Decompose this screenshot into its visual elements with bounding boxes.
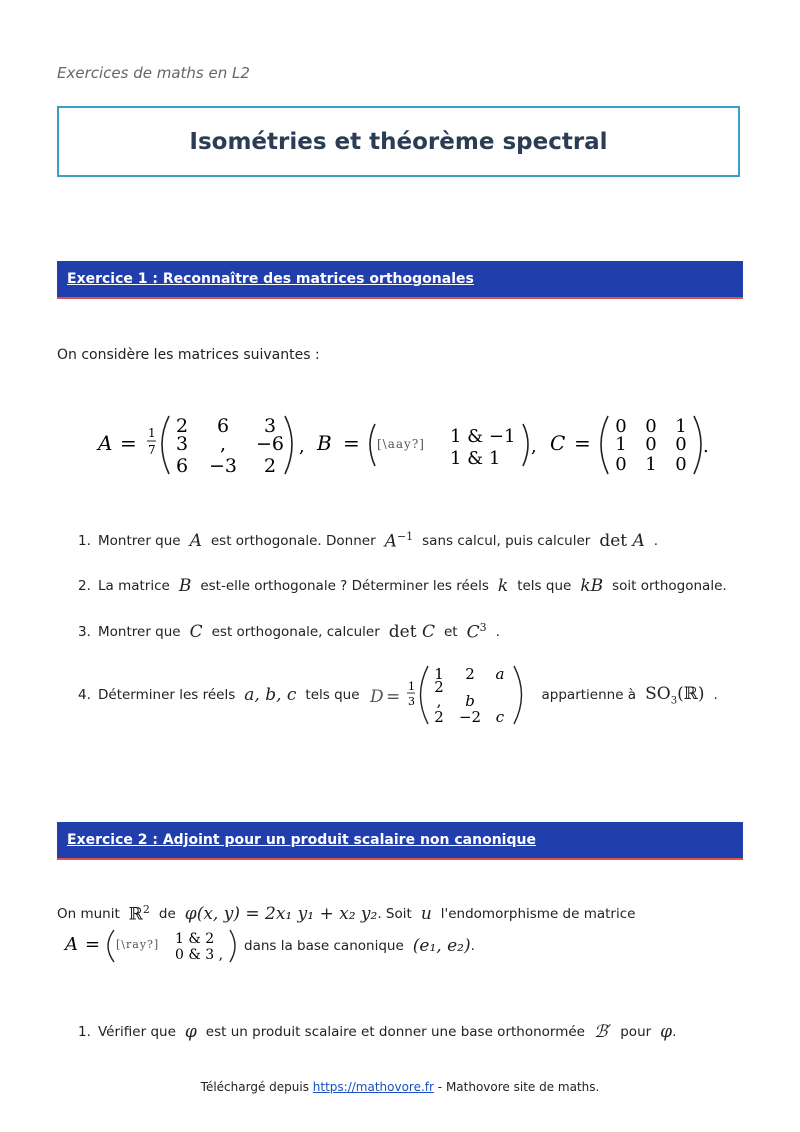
matrix-b-right-paren bbox=[523, 424, 528, 466]
matrix-a-entry: −3 bbox=[208, 455, 238, 477]
page-title: Isométries et théorème spectral bbox=[189, 128, 608, 155]
svg-text:A: A bbox=[65, 934, 78, 955]
exercise-2-intro-line-1: On munit ℝ$^2$ de φ(x, y) = 2x₁ y₁ + x₂ y₂ . Soit u l'endomorphisme de matrice bbox=[57, 903, 636, 925]
matrix-c-entry: 0 bbox=[615, 454, 627, 475]
matrix-a-coef-den: 7 bbox=[148, 443, 156, 457]
svg-text:,: , bbox=[299, 436, 305, 457]
matrix-c-entry: 0 bbox=[645, 434, 657, 455]
matrix-a-entry: 6 bbox=[216, 415, 230, 437]
matrix-c-entry: 1 bbox=[645, 454, 657, 475]
exercise-2-heading: Exercice 2 : Adjoint pour un produit scalaire non canonique bbox=[57, 822, 743, 860]
matrix-a-ex2-row: 0 & 3 , bbox=[175, 947, 224, 963]
matrix-d-entry: 2 bbox=[433, 678, 444, 696]
math-a-inverse: A bbox=[384, 531, 397, 552]
svg-text:[\ray?]: [\ray?] bbox=[116, 938, 160, 951]
math-b: B bbox=[178, 576, 192, 596]
matrix-b-left-paren bbox=[370, 424, 375, 466]
matrix-c-entry: 1 bbox=[675, 416, 687, 437]
matrix-c-entries bbox=[615, 416, 686, 475]
svg-text:3: 3 bbox=[407, 695, 415, 708]
matrix-a-ex2-row: 1 & 2 bbox=[175, 931, 215, 947]
matrix-b-prefix: [\aay?] bbox=[377, 437, 425, 451]
math-abc: a, b, c bbox=[244, 685, 297, 705]
matrix-d-entry: 2 bbox=[464, 665, 475, 683]
footer-link[interactable]: https://mathovore.fr bbox=[312, 1080, 434, 1094]
exercise-1-question-1: 1. Montrer que A est orthogonale. Donner $A^{-1}$ sans calcul, puis calculer det A . bbox=[78, 530, 659, 552]
matrix-a-entry: 2 bbox=[175, 415, 189, 437]
svg-text:=: = bbox=[85, 934, 101, 955]
matrix-d-entry: c bbox=[495, 708, 504, 726]
exercise-2-question-1: 1. Vérifier que φ est un produit scalaire et donner une base orthonormée ℬ′ pour φ . bbox=[78, 1022, 677, 1042]
matrix-a-entry: 6 bbox=[175, 455, 189, 477]
matrix-d-entry: 1 bbox=[433, 665, 444, 683]
matrix-c-left-paren bbox=[601, 416, 608, 474]
math-r2: ℝ bbox=[128, 904, 143, 925]
svg-text:D: D bbox=[369, 687, 384, 707]
exercise-1-question-3: 3. Montrer que C est orthogonale, calculer det C et $C^3$ . bbox=[78, 621, 500, 643]
svg-text:1: 1 bbox=[407, 680, 415, 693]
math-c: C bbox=[189, 621, 203, 642]
matrix-b-label: B bbox=[317, 431, 332, 455]
site-label: Exercices de maths en L2 bbox=[57, 64, 250, 82]
matrix-c-entry: 0 bbox=[645, 416, 657, 437]
math-det: det bbox=[599, 530, 628, 551]
matrix-d-entry: −2 bbox=[458, 708, 481, 726]
matrix-a-entry: , bbox=[219, 433, 227, 455]
matrix-d-entry: b bbox=[464, 692, 475, 710]
matrix-a-entry: −6 bbox=[255, 433, 285, 455]
matrix-a-entry: 3 bbox=[175, 433, 189, 455]
matrix-c-label: C bbox=[550, 431, 566, 455]
svg-text:=: = bbox=[120, 431, 137, 455]
matrix-b-row: 1 & 1 bbox=[450, 448, 501, 469]
svg-text:=: = bbox=[343, 431, 360, 455]
matrix-c-entry: 0 bbox=[675, 454, 687, 475]
math-basis-b-prime: ℬ′ bbox=[594, 1022, 612, 1042]
matrix-d-entry: , bbox=[436, 692, 441, 710]
math-c-cubed: C bbox=[466, 622, 480, 643]
math-phi: φ bbox=[184, 1022, 197, 1042]
matrix-a-entry: 2 bbox=[263, 455, 277, 477]
matrix-c-entry: 0 bbox=[615, 416, 627, 437]
matrix-d-entry: a bbox=[495, 665, 504, 683]
math-k: k bbox=[497, 576, 509, 596]
matrix-d-entry: 2 bbox=[433, 708, 444, 726]
exercise-1-heading: Exercice 1 : Reconnaître des matrices orthogonales bbox=[57, 261, 743, 299]
math-u: u bbox=[420, 903, 432, 924]
matrix-c-entry: 1 bbox=[615, 434, 627, 455]
exercise-1-intro: On considère les matrices suivantes : bbox=[57, 347, 320, 363]
matrix-a-entries bbox=[176, 415, 284, 477]
exercise-1-question-2: 2. La matrice B est-elle orthogonale ? Déterminer les réels k tels que kB soit orthogonale. bbox=[78, 576, 727, 596]
footer: Téléchargé depuis https://mathovore.fr - Mathovore site de maths. bbox=[200, 1080, 600, 1094]
exercise-2-intro-line-2: A = [\ray?] 1 & 2 0 & 3 , dans la base canonique (e₁, e₂) . bbox=[62, 928, 475, 964]
math-a: A bbox=[189, 530, 202, 551]
exercise-1-question-4: 4. Déterminer les réels a, b, c tels que D = 1 3 1 2 a 2 , b 2 −2 c appartienne à $SO_3(ℝ)$ . bbox=[78, 662, 718, 728]
matrix-a-entry: 3 bbox=[263, 415, 277, 437]
matrix-c-right-paren bbox=[694, 416, 701, 474]
matrix-c-entry: 0 bbox=[675, 434, 687, 455]
svg-text:=: = bbox=[574, 431, 591, 455]
title-box bbox=[57, 106, 740, 177]
svg-text:,: , bbox=[531, 436, 537, 457]
matrix-a-label: A bbox=[98, 431, 113, 455]
math-phi: φ bbox=[660, 1022, 673, 1042]
matrices-equation bbox=[95, 408, 735, 480]
matrix-d bbox=[366, 662, 536, 728]
matrix-a-left-paren bbox=[162, 416, 169, 474]
math-so3: SO bbox=[645, 683, 671, 704]
matrix-a-ex2 bbox=[62, 928, 240, 964]
math-phi-definition: φ(x, y) = 2x₁ y₁ + x₂ y₂ bbox=[184, 903, 378, 924]
matrix-a-coef-num: 1 bbox=[148, 426, 156, 440]
svg-text:=: = bbox=[385, 687, 400, 707]
math-canonical-basis: (e₁, e₂) bbox=[412, 936, 471, 956]
matrix-b-row: 1 & −1 bbox=[450, 426, 516, 447]
matrix-a-right-paren bbox=[285, 416, 292, 474]
math-kb: kB bbox=[580, 576, 604, 596]
svg-text:.: . bbox=[703, 436, 709, 457]
math-det: det bbox=[388, 621, 417, 642]
